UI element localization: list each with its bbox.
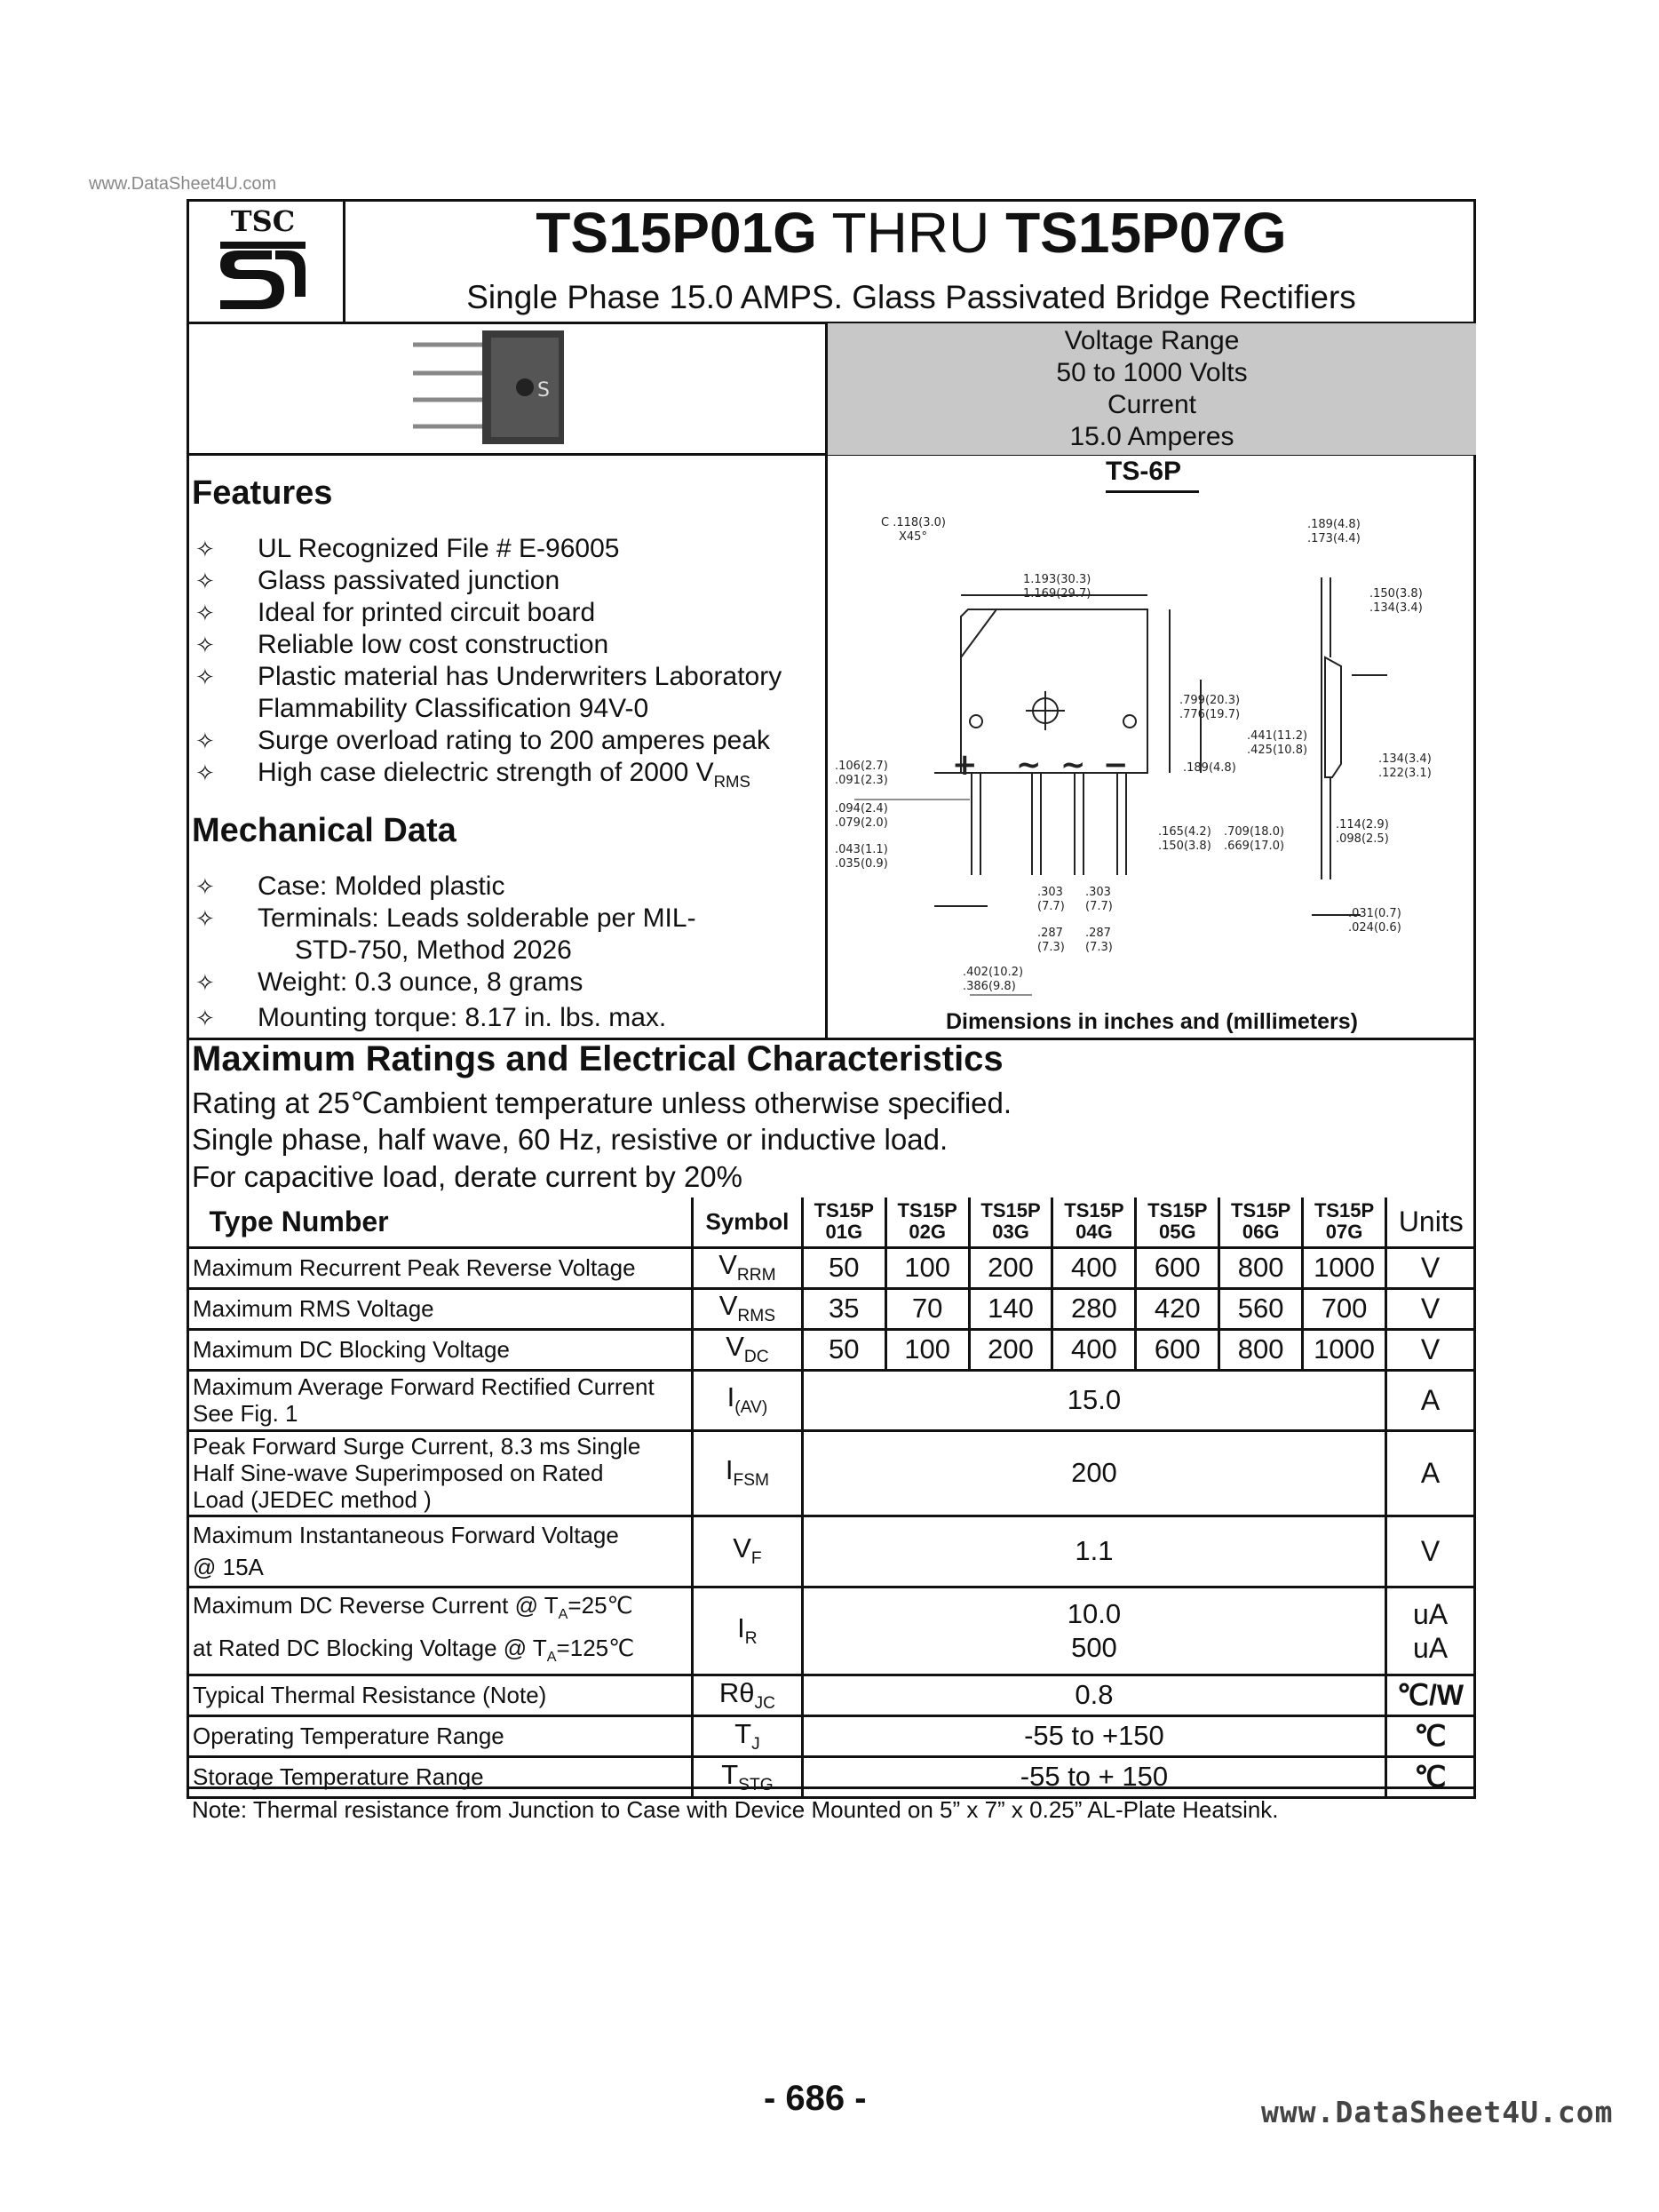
voltage-range-label: Voltage Range	[1064, 326, 1240, 355]
dim-label: .150(3.8)	[1369, 587, 1423, 601]
list-item: Plastic material has Underwriters Laboratory	[258, 662, 782, 691]
dim-label: .098(2.5)	[1336, 832, 1389, 846]
value-cell: 280	[1052, 1288, 1136, 1329]
param-cell: Maximum DC Reverse Current @ $T_A=25℃$ at Rated DC Blocking Voltage @ $T_A=125℃$	[188, 1587, 693, 1675]
dim-label: .035(0.9)	[835, 857, 888, 871]
value-cell: 1000	[1303, 1329, 1386, 1370]
model-header: TS15P 02G	[885, 1198, 969, 1247]
dim-label: .031(0.7)	[1348, 907, 1401, 920]
watermark-top: www.DataSheet4U.com	[89, 174, 277, 194]
param-cell: Maximum Instantaneous Forward Voltage @ 15A	[188, 1516, 693, 1587]
dim-label: .134(3.4)	[1378, 752, 1432, 766]
dim-label: .024(0.6)	[1348, 921, 1401, 935]
param-cell: Maximum DC Blocking Voltage	[188, 1329, 693, 1370]
table-row	[188, 1430, 1475, 1516]
bullet-icon: ✧	[195, 664, 215, 690]
unit-cell: ℃/W	[1386, 1675, 1475, 1715]
table-row	[188, 1516, 1475, 1587]
value-cell: -55 to +150	[802, 1715, 1385, 1756]
value-cell: 400	[1052, 1329, 1136, 1370]
package-label-underline	[1106, 490, 1199, 493]
polarity-plus: +	[952, 747, 978, 783]
value-cell: 800	[1219, 1247, 1303, 1288]
page-subtitle: Single Phase 15.0 AMPS. Glass Passivated Bridge Rectifiers	[466, 279, 1356, 315]
bullet-icon: ✧	[195, 568, 215, 594]
dim-label: .441(11.2)	[1247, 729, 1308, 743]
unit-cell: A	[1386, 1430, 1475, 1516]
list-item: Surge overload rating to 200 amperes peak	[258, 726, 771, 755]
bullet-icon: ✧	[195, 1005, 215, 1031]
dim-label: .173(4.4)	[1307, 532, 1361, 545]
model-header: TS15P 04G	[1052, 1198, 1136, 1247]
dim-label: C .118(3.0)	[881, 516, 946, 529]
param-cell: Storage Temperature Range	[188, 1756, 693, 1797]
dim-label: X45°	[899, 530, 927, 544]
unit-cell: V	[1386, 1247, 1475, 1288]
value-cell: 100	[885, 1247, 969, 1288]
list-item: Glass passivated junction	[258, 566, 560, 595]
unit-cell: ℃	[1386, 1715, 1475, 1756]
dim-label: .091(2.3)	[835, 774, 888, 787]
list-item: Terminals: Leads solderable per MIL-	[258, 903, 696, 933]
table-row	[188, 1370, 1475, 1430]
page-title	[346, 199, 1476, 267]
model-header: TS15P 05G	[1136, 1198, 1219, 1247]
dim-label: (7.3)	[1085, 941, 1113, 954]
dim-label: (7.3)	[1037, 941, 1065, 954]
bullet-icon: ✧	[195, 873, 215, 900]
units-header: Units	[1386, 1198, 1475, 1247]
max-ratings-heading: Maximum Ratings and Electrical Characteristics	[192, 1039, 1004, 1078]
param-cell: Typical Thermal Resistance (Note)	[188, 1675, 693, 1715]
divider	[343, 199, 345, 323]
type-number-header: Type Number	[188, 1198, 693, 1247]
value-cell: 600	[1136, 1247, 1219, 1288]
dim-label: .150(3.8)	[1158, 839, 1211, 853]
table-row	[188, 1288, 1475, 1329]
model-header: TS15P 06G	[1219, 1198, 1303, 1247]
table-row	[188, 1587, 1475, 1675]
dim-label: .122(3.1)	[1378, 767, 1432, 780]
dim-label: .094(2.4)	[835, 802, 888, 816]
model-header: TS15P 03G	[969, 1198, 1052, 1247]
model-header: TS15P 07G	[1303, 1198, 1386, 1247]
param-cell: Maximum Average Forward Rectified Current See Fig. 1	[188, 1370, 693, 1430]
ac-tilde: ~	[1060, 747, 1086, 783]
current-label: Current	[1107, 390, 1197, 419]
symbol-cell: $I_{(AV)}$	[693, 1370, 803, 1430]
list-item: Reliable low cost construction	[258, 630, 609, 659]
param-cell: Peak Forward Surge Current, 8.3 ms Single Half Sine-wave Superimposed on Rated Load (JEDEC method )	[188, 1430, 693, 1516]
list-item-continued: STD-750, Method 2026	[295, 935, 572, 965]
value-cell: 50	[802, 1247, 885, 1288]
ac-tilde: ~	[1016, 747, 1042, 783]
unit-cell: A	[1386, 1370, 1475, 1430]
dim-label: .402(10.2)	[963, 966, 1024, 979]
table-row	[188, 1247, 1475, 1288]
ratings-note-line: Rating at 25℃ambient temperature unless otherwise specified.	[192, 1086, 1012, 1119]
features-list	[195, 533, 817, 800]
symbol-header: Symbol	[693, 1198, 803, 1247]
mechanical-list	[195, 871, 817, 1039]
value-cell: 15.0	[802, 1370, 1385, 1430]
list-item: Ideal for printed circuit board	[258, 598, 596, 627]
ratings-note-line: For capacitive load, derate current by 20%	[192, 1160, 742, 1193]
table-row	[188, 1715, 1475, 1756]
dim-label: .079(2.0)	[835, 816, 888, 830]
symbol-cell: $V_{RRM}$	[693, 1247, 803, 1288]
title-part2: TS15P07G	[1005, 201, 1287, 265]
bullet-icon: ✧	[195, 728, 215, 754]
dim-label: (7.7)	[1085, 900, 1113, 913]
value-cell: 70	[885, 1288, 969, 1329]
ratings-note-line: Single phase, half wave, 60 Hz, resistive or inductive load.	[192, 1123, 949, 1156]
value-cell: 100	[885, 1329, 969, 1370]
value-cell: 800	[1219, 1329, 1303, 1370]
symbol-cell: $V_F$	[693, 1516, 803, 1587]
package-label: TS-6P	[1106, 457, 1182, 486]
dim-label: .134(3.4)	[1369, 601, 1423, 615]
bullet-icon: ✧	[195, 760, 215, 786]
table-header-row	[188, 1198, 1475, 1247]
symbol-cell: $I_{FSM}$	[693, 1430, 803, 1516]
dim-label: .303	[1037, 886, 1063, 899]
dim-label: .043(1.1)	[835, 843, 888, 856]
dim-label: .425(10.8)	[1247, 744, 1308, 757]
symbol-cell: $T_{STG}$	[693, 1756, 803, 1797]
value-cell: 50	[802, 1329, 885, 1370]
bullet-icon: ✧	[195, 905, 215, 932]
value-cell: 35	[802, 1288, 885, 1329]
bullet-icon: ✧	[195, 536, 215, 562]
model-header: TS15P 01G	[802, 1198, 885, 1247]
dim-label: .189(4.8)	[1183, 761, 1236, 775]
table-row	[188, 1675, 1475, 1715]
list-item: Weight: 0.3 ounce, 8 grams	[258, 967, 583, 997]
logo-letters: TSC	[230, 204, 296, 238]
bridge-rectifier-photo	[404, 329, 626, 449]
dim-label: .114(2.9)	[1336, 818, 1389, 831]
unit-cell: uA uA	[1386, 1587, 1475, 1675]
value-cell: 0.8	[802, 1675, 1385, 1715]
param-cell: Maximum RMS Voltage	[188, 1288, 693, 1329]
dimension-caption: Dimensions in inches and (millimeters)	[945, 1009, 1358, 1034]
param-cell: Maximum Recurrent Peak Reverse Voltage	[188, 1247, 693, 1288]
voltage-range-value: 50 to 1000 Volts	[1056, 358, 1248, 387]
value-cell: 200	[969, 1329, 1052, 1370]
mechanical-heading: Mechanical Data	[192, 812, 456, 849]
unit-cell: V	[1386, 1288, 1475, 1329]
value-cell: 700	[1303, 1288, 1386, 1329]
ratings-summary-box	[828, 323, 1476, 455]
value-cell: 400	[1052, 1247, 1136, 1288]
page-number: - 686 -	[764, 2079, 867, 2118]
symbol-cell: $V_{DC}$	[693, 1329, 803, 1370]
value-cell: 560	[1219, 1288, 1303, 1329]
dim-label: 1.169(29.7)	[1023, 587, 1091, 601]
title-thru: THRU	[816, 201, 1006, 265]
dim-label: .709(18.0)	[1224, 825, 1285, 839]
unit-cell: V	[1386, 1329, 1475, 1370]
dim-label: .106(2.7)	[835, 760, 888, 773]
svg-text:S: S	[537, 379, 550, 402]
dim-label: .776(19.7)	[1179, 708, 1241, 721]
bullet-icon: ✧	[195, 969, 215, 996]
list-item: Case: Molded plastic	[258, 871, 505, 901]
value-cell: -55 to + 150	[802, 1756, 1385, 1797]
unit-cell: ℃	[1386, 1756, 1475, 1797]
package-dimension-drawing	[828, 497, 1474, 1004]
features-heading: Features	[192, 474, 333, 512]
table-row	[188, 1756, 1475, 1797]
title-part1: TS15P01G	[536, 201, 817, 265]
value-cell: 10.0 500	[802, 1587, 1385, 1675]
symbol-cell: $T_J$	[693, 1715, 803, 1756]
list-item: UL Recognized File # E-96005	[258, 534, 620, 563]
tsc-logo	[210, 206, 316, 316]
polarity-minus: −	[1103, 747, 1129, 783]
value-cell: 200	[802, 1430, 1385, 1516]
value-cell: 420	[1136, 1288, 1219, 1329]
unit-cell: V	[1386, 1516, 1475, 1587]
value-cell: 1000	[1303, 1247, 1386, 1288]
list-item: Mounting torque: 8.17 in. lbs. max.	[258, 1003, 667, 1032]
current-value: 15.0 Amperes	[1069, 422, 1234, 451]
value-cell: 1.1	[802, 1516, 1385, 1587]
thermal-note: Note: Thermal resistance from Junction to Case with Device Mounted on 5” x 7” x 0.25” AL-Plate Heatsink.	[192, 1796, 1279, 1823]
logo-symbol-icon	[210, 238, 316, 314]
dim-label: .799(20.3)	[1179, 694, 1241, 707]
symbol-cell: $I_R$	[693, 1587, 803, 1675]
dim-label: .303	[1085, 886, 1111, 899]
dim-label: (7.7)	[1037, 900, 1065, 913]
dim-label: .386(9.8)	[963, 980, 1016, 993]
dim-label: .287	[1037, 927, 1063, 940]
dim-label: 1.193(30.3)	[1023, 573, 1091, 586]
watermark-bottom: www.DataSheet4U.com	[1261, 2095, 1614, 2129]
dielectric-text: High case dielectric strength of 2000 V	[258, 758, 714, 787]
value-cell: 140	[969, 1288, 1052, 1329]
value-cell: 600	[1136, 1329, 1219, 1370]
bullet-icon: ✧	[195, 600, 215, 626]
symbol-cell: $V_{RMS}$	[693, 1288, 803, 1329]
symbol-cell: $R\theta_{JC}$	[693, 1675, 803, 1715]
dim-label: .165(4.2)	[1158, 825, 1211, 839]
bullet-icon: ✧	[195, 632, 215, 658]
dim-label: .287	[1085, 927, 1111, 940]
list-item-continued: Flammability Classification 94V-0	[258, 694, 649, 723]
param-cell: Operating Temperature Range	[188, 1715, 693, 1756]
list-item	[258, 757, 750, 798]
dielectric-sub: RMS	[713, 772, 750, 791]
table-row	[188, 1329, 1475, 1370]
ratings-table	[187, 1198, 1476, 1799]
dim-label: .669(17.0)	[1224, 839, 1285, 853]
dim-label: .189(4.8)	[1307, 518, 1361, 531]
value-cell: 200	[969, 1247, 1052, 1288]
